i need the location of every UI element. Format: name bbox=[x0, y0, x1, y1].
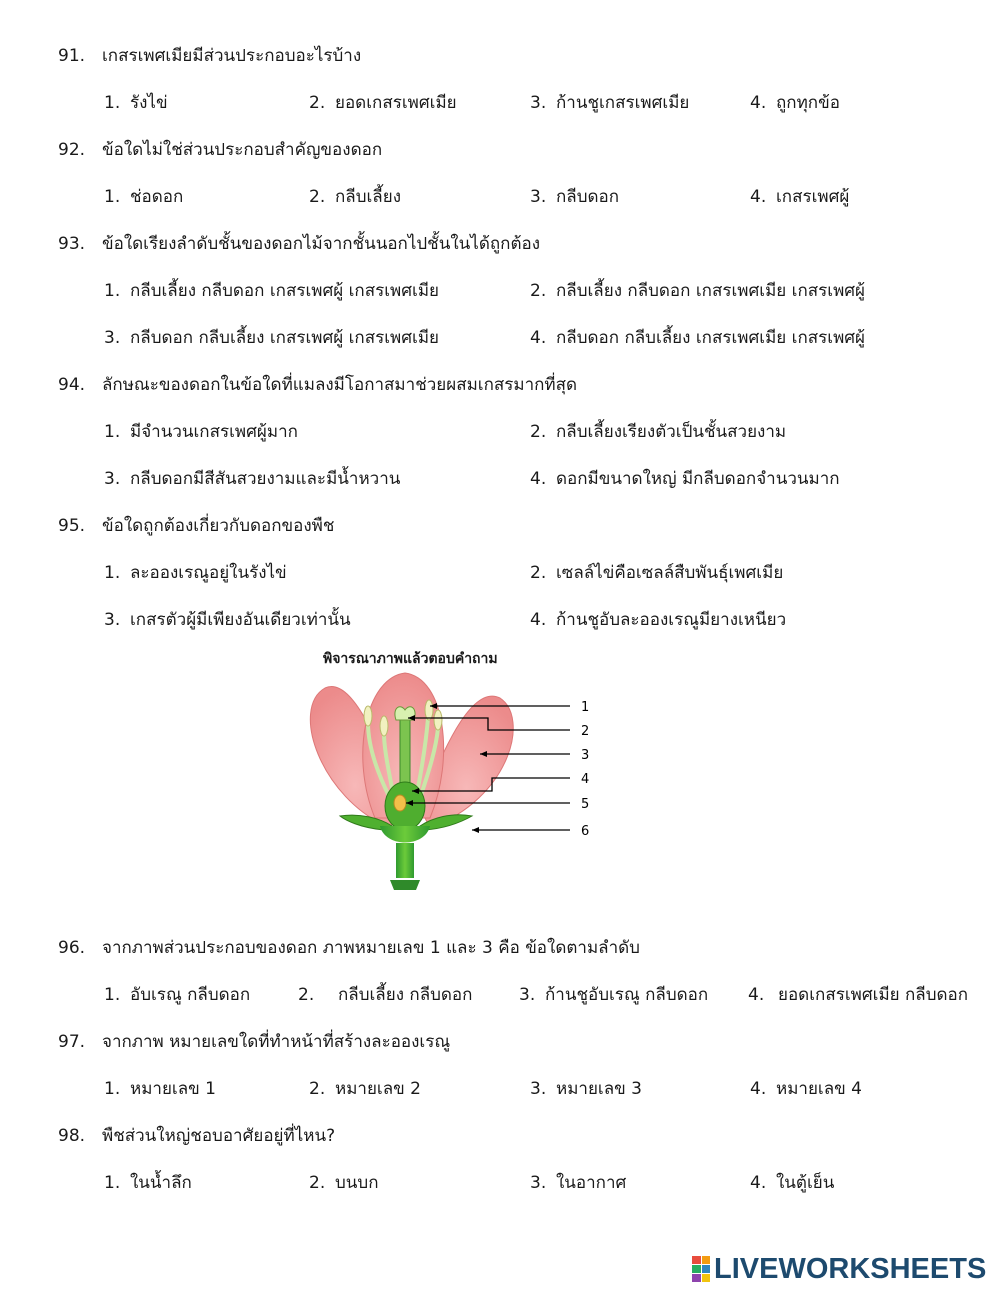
ovule bbox=[394, 795, 406, 811]
label-3: 3 bbox=[581, 748, 590, 763]
anther-right2 bbox=[425, 700, 433, 720]
option-91-2[interactable]: 2. ยอดเกสรเพศเมีย bbox=[309, 93, 457, 113]
question-text: ข้อใดไม่ใช่ส่วนประกอบสำคัญของดอก bbox=[102, 140, 383, 160]
option-94-4[interactable]: 4. ดอกมีขนาดใหญ่ มีกลีบดอกจำนวนมาก bbox=[530, 469, 840, 489]
option-92-4[interactable]: 4. เกสรเพศผู้ bbox=[750, 187, 850, 207]
option-92-2[interactable]: 2. กลีบเลี้ยง bbox=[309, 187, 401, 207]
question-97 bbox=[58, 1028, 450, 1055]
figure-title: พิจารณาภาพแล้วตอบคำถาม bbox=[323, 651, 498, 667]
option-96-4[interactable]: 4. ยอดเกสรเพศเมีย กลีบดอก bbox=[748, 985, 969, 1005]
stem-base bbox=[390, 880, 420, 890]
option-93-4[interactable]: 4. กลีบดอก กลีบเลี้ยง เกสรเพศเมีย เกสรเพศผู้ bbox=[530, 328, 866, 348]
option-95-2[interactable]: 2. เซลล์ไข่คือเซลล์สืบพันธุ์เพศเมีย bbox=[530, 563, 784, 583]
question-number: 91. bbox=[58, 46, 86, 66]
question-text: พืชส่วนใหญ่ชอบอาศัยอยู่ที่ไหน? bbox=[102, 1126, 336, 1146]
question-text: ข้อใดเรียงลำดับชั้นของดอกไม้จากชั้นนอกไปชั้นในได้ถูกต้อง bbox=[102, 234, 540, 254]
option-93-1[interactable]: 1. กลีบเลี้ยง กลีบดอก เกสรเพศผู้ เกสรเพศเมีย bbox=[104, 281, 440, 301]
question-94 bbox=[58, 371, 577, 398]
option-91-1[interactable]: 1. รังไข่ bbox=[104, 93, 168, 113]
question-96 bbox=[58, 934, 640, 961]
flower-diagram bbox=[280, 648, 610, 898]
option-91-4[interactable]: 4. ถูกทุกข้อ bbox=[750, 93, 840, 113]
question-number: 92. bbox=[58, 140, 86, 160]
anther-left2 bbox=[380, 716, 388, 736]
question-91 bbox=[58, 42, 361, 69]
option-95-4[interactable]: 4. ก้านชูอับละอองเรณูมียางเหนียว bbox=[530, 610, 787, 630]
option-91-3[interactable]: 3. ก้านชูเกสรเพศเมีย bbox=[530, 93, 690, 113]
question-text: เกสรเพศเมียมีส่วนประกอบอะไรบ้าง bbox=[102, 46, 362, 66]
option-94-2[interactable]: 2. กลีบเลี้ยงเรียงตัวเป็นชั้นสวยงาม bbox=[530, 422, 787, 442]
logo-text: LIVEWORKSHEETS bbox=[714, 1252, 987, 1285]
option-96-2[interactable]: 2. กลีบเลี้ยง กลีบดอก bbox=[298, 985, 473, 1005]
option-96-3[interactable]: 3. ก้านชูอับเรณู กลีบดอก bbox=[519, 985, 709, 1005]
question-number: 95. bbox=[58, 516, 86, 536]
question-number: 93. bbox=[58, 234, 86, 254]
logo-icon bbox=[692, 1256, 710, 1282]
option-93-3[interactable]: 3. กลีบดอก กลีบเลี้ยง เกสรเพศผู้ เกสรเพศเมีย bbox=[104, 328, 440, 348]
question-93 bbox=[58, 230, 540, 257]
option-98-3[interactable]: 3. ในอากาศ bbox=[530, 1173, 627, 1193]
anther-left bbox=[364, 706, 372, 726]
option-97-4[interactable]: 4. หมายเลข 4 bbox=[750, 1079, 862, 1099]
option-98-4[interactable]: 4. ในตู้เย็น bbox=[750, 1173, 835, 1193]
liveworksheets-logo[interactable] bbox=[692, 1252, 986, 1286]
question-92 bbox=[58, 136, 382, 163]
receptacle bbox=[380, 826, 430, 843]
option-96-1[interactable]: 1. อับเรณู กลีบดอก bbox=[104, 985, 251, 1005]
option-97-3[interactable]: 3. หมายเลข 3 bbox=[530, 1079, 642, 1099]
option-95-3[interactable]: 3. เกสรตัวผู้มีเพียงอันเดียวเท่านั้น bbox=[104, 610, 351, 630]
option-97-1[interactable]: 1. หมายเลข 1 bbox=[104, 1079, 216, 1099]
option-98-1[interactable]: 1. ในน้ำลึก bbox=[104, 1173, 192, 1193]
question-number: 98. bbox=[58, 1126, 86, 1146]
option-98-2[interactable]: 2. บนบก bbox=[309, 1173, 379, 1193]
label-2: 2 bbox=[581, 724, 590, 739]
option-94-3[interactable]: 3. กลีบดอกมีสีสันสวยงามและมีน้ำหวาน bbox=[104, 469, 401, 489]
question-98 bbox=[58, 1122, 335, 1149]
option-92-3[interactable]: 3. กลีบดอก bbox=[530, 187, 620, 207]
question-text: ข้อใดถูกต้องเกี่ยวกับดอกของพืช bbox=[102, 516, 335, 536]
label-6: 6 bbox=[581, 824, 590, 839]
option-95-1[interactable]: 1. ละอองเรณูอยู่ในรังไข่ bbox=[104, 563, 287, 583]
question-text: ลักษณะของดอกในข้อใดที่แมลงมีโอกาสมาช่วยผสมเกสรมากที่สุด bbox=[102, 375, 578, 395]
option-97-2[interactable]: 2. หมายเลข 2 bbox=[309, 1079, 421, 1099]
question-number: 94. bbox=[58, 375, 86, 395]
question-text: จากภาพส่วนประกอบของดอก ภาพหมายเลข 1 และ 3 คือ ข้อใดตามลำดับ bbox=[102, 938, 640, 958]
label-4: 4 bbox=[581, 772, 590, 787]
stem bbox=[396, 843, 414, 878]
label-5: 5 bbox=[581, 797, 590, 812]
option-94-1[interactable]: 1. มีจำนวนเกสรเพศผู้มาก bbox=[104, 422, 298, 442]
option-92-1[interactable]: 1. ช่อดอก bbox=[104, 187, 184, 207]
question-text: จากภาพ หมายเลขใดที่ทำหน้าที่สร้างละอองเรณู bbox=[102, 1032, 451, 1052]
question-95 bbox=[58, 512, 334, 539]
question-number: 97. bbox=[58, 1032, 86, 1052]
question-number: 96. bbox=[58, 938, 86, 958]
option-93-2[interactable]: 2. กลีบเลี้ยง กลีบดอก เกสรเพศเมีย เกสรเพศผู้ bbox=[530, 281, 866, 301]
anther-right bbox=[434, 710, 442, 730]
label-1: 1 bbox=[581, 700, 590, 715]
